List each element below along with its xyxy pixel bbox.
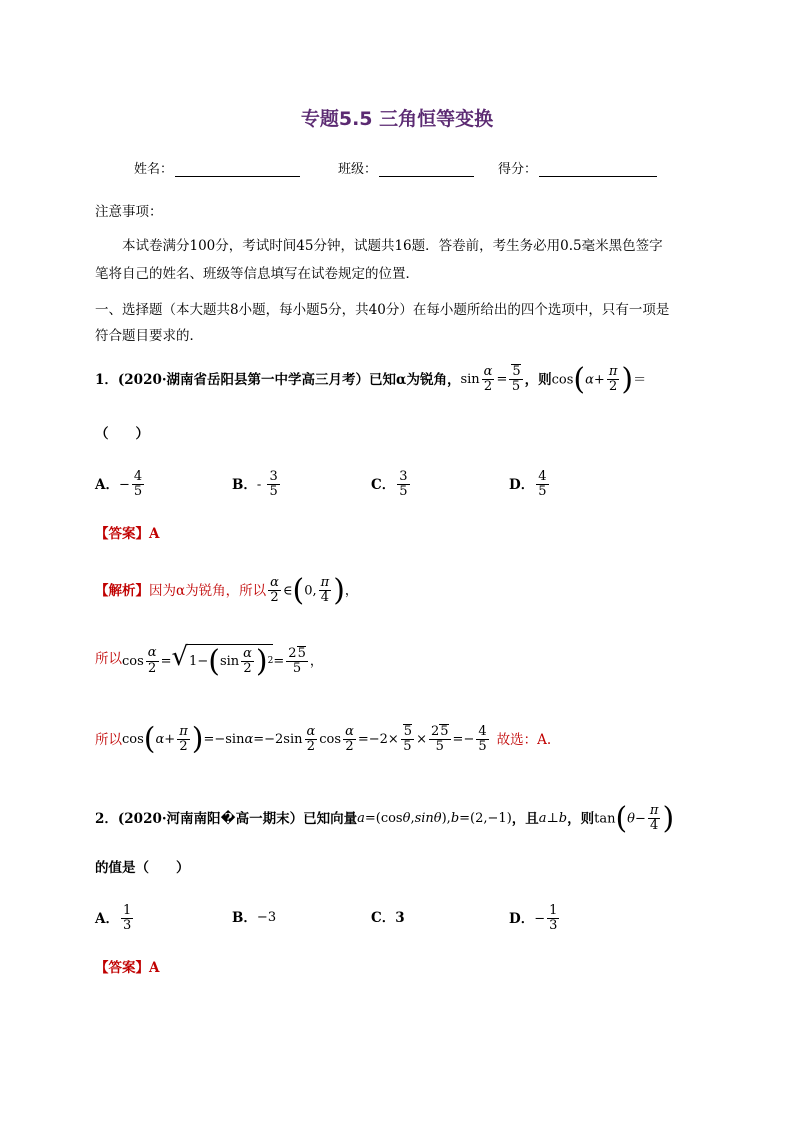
q2-stem: 2．(2020·河南南阳�高一期末）已知向量 a=(cosθ,sinθ),b=(2,−1) ，且 a⊥b ，则 tan(θ− $\frac{\pi}{4}$ ) bbox=[95, 801, 675, 837]
q1-analysis-line3: 所以 cos(α+ $\frac{\pi}{2}$ )=−sinα=−2sin $\frac{\alpha}{2}$ cos $\frac{\alpha}{2}$ =−2× $\frac{5}{5}$ × $\frac{25}{5}$ =− $\frac{4}{5}$ 故选：A. bbox=[95, 721, 552, 757]
notice-heading: 注意事项： bbox=[95, 204, 163, 220]
notice-line1: 本试卷满分100分，考试时间45分钟，试题共16题．答卷前，考生务必用0.5毫米黑色签字 bbox=[122, 238, 663, 254]
q2-answer bbox=[95, 960, 159, 976]
class-blank[interactable] bbox=[379, 162, 474, 177]
notice-line2: 笔将自己的姓名、班级等信息填写在试卷规定的位置． bbox=[95, 266, 419, 282]
q1-option-d[interactable]: D． $\frac{4}{5}$ bbox=[509, 469, 547, 500]
q2-prefix: 2．(2020·河南南阳�高一期末）已知向量 bbox=[95, 811, 358, 828]
class-label: 班级： bbox=[338, 162, 378, 177]
q2-option-b[interactable]: B． −3 bbox=[232, 910, 277, 926]
name-field bbox=[134, 158, 300, 177]
q2-cond: ，且 bbox=[511, 811, 539, 828]
score-label: 得分： bbox=[498, 162, 538, 177]
score-blank[interactable] bbox=[539, 162, 657, 177]
q2-answer-tag: 【答案】 bbox=[95, 960, 149, 976]
q2-then: ，则 bbox=[567, 811, 595, 828]
q1-middle: ，则 bbox=[524, 371, 552, 388]
q1-option-c[interactable]: C． $\frac{3}{5}$ bbox=[371, 469, 408, 500]
page-title: 专题5.5 三角恒等变换 bbox=[300, 108, 494, 130]
q1-answer bbox=[95, 526, 159, 542]
q1-analysis-line2: 所以 cos $\frac{\alpha}{2}$ =√1− ( sin $\frac{\alpha}{2}$ ) 2 = $\frac{25}{5}$ ， bbox=[95, 642, 323, 679]
name-blank[interactable] bbox=[175, 162, 300, 177]
q1-answer-value: A bbox=[149, 526, 160, 542]
q1-option-a[interactable]: A． − $\frac{4}{5}$ bbox=[95, 469, 143, 500]
q2-line2: 的值是（ ） bbox=[95, 860, 190, 876]
q1-answer-tag: 【答案】 bbox=[95, 526, 149, 542]
score-field bbox=[498, 158, 657, 177]
q2-answer-value: A bbox=[149, 960, 160, 976]
q1-target: cos(α+ $\frac{\pi}{2}$ )＝ bbox=[551, 361, 647, 397]
name-label: 姓名： bbox=[134, 162, 174, 177]
q1-analysis-text: 因为α为锐角，所以 bbox=[149, 583, 267, 600]
q2-option-a[interactable]: A． $\frac{1}{3}$ bbox=[95, 903, 132, 934]
q2-option-c[interactable]: C． 3 bbox=[371, 910, 405, 926]
q1-stem bbox=[95, 361, 647, 397]
section1-line1: 一、选择题（本大题共8小题，每小题5分，共40分）在每小题所给出的四个选项中，只有一项是 bbox=[95, 302, 670, 318]
q1-given: sin $\frac{\alpha}{2}$ = $\frac{5}{5}$ bbox=[460, 363, 521, 395]
q1-option-b[interactable]: B． - $\frac{3}{5}$ bbox=[232, 469, 278, 500]
q1-analysis-tag: 【解析】 bbox=[95, 583, 149, 600]
q2-option-d[interactable]: D． − $\frac{1}{3}$ bbox=[509, 903, 558, 934]
q1-prefix: 1．(2020·湖南省岳阳县第一中学高三月考）已知α为锐角， bbox=[95, 371, 461, 388]
class-field bbox=[338, 158, 474, 177]
q1-bracket: （ ） bbox=[95, 426, 149, 442]
q1-conclusion: 故选：A. bbox=[496, 731, 552, 748]
section1-line2: 符合题目要求的． bbox=[95, 328, 203, 344]
q1-analysis-line1: 【解析】 因为α为锐角，所以 $\frac{\alpha}{2}$ ∈(0, $\frac{\pi}{4}$ )， bbox=[95, 573, 358, 609]
